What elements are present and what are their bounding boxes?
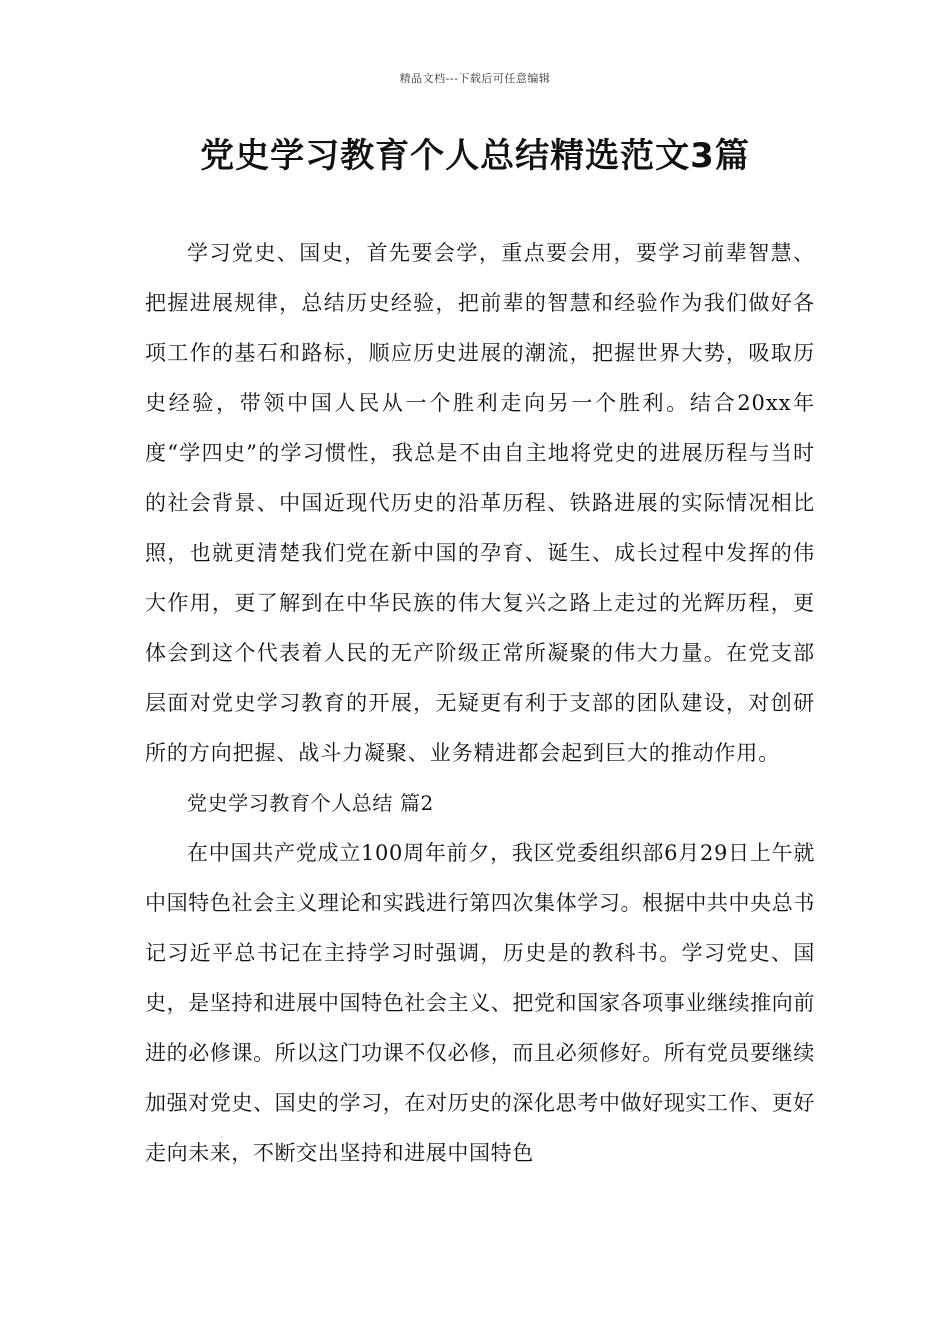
header-note: 精品文档---下载后可任意编辑 xyxy=(399,72,551,85)
document-body xyxy=(145,228,815,1178)
paragraph-2: 在中国共产党成立100周年前夕，我区党委组织部6月29日上午就中国特色社会主义理论和实践进行第四次集体学习。根据中共中央总书记习近平总书记在主持学习时强调，历史是的教科书。学习党史、国史，是坚持和进展中国特色社会主义、把党和国家各项事业继续推向前进的必修课。所以这门功课不仅必修，而且必须修好。所有党员要继续加强对党史、国史的学习，在对历史的深化思考中做好现实工作、更好走向未来，不断交出坚持和进展中国特色 xyxy=(145,841,815,1165)
paragraph-1: 学习党史、国史，首先要会学，重点要会用，要学习前辈智慧、把握进展规律，总结历史经验，把前辈的智慧和经验作为我们做好各项工作的基石和路标，顺应历史进展的潮流，把握世界大势，吸取历史经验，带领中国人民从一个胜利走向另一个胜利。结合20xx年度“学四史”的学习惯性，我总是不由自主地将党史的进展历程与当时的社会背景、中国近现代历史的沿革历程、铁路进展的实际情况相比照，也就更清楚我们党在新中国的孕育、诞生、成长过程中发挥的伟大作用，更了解到在中华民族的伟大复兴之路上走过的光辉历程，更体会到这个代表着人民的无产阶级正常所凝聚的伟大力量。在党支部层面对党史学习教育的开展，无疑更有利于支部的团队建设，对创研所的方向把握、战斗力凝聚、业务精进都会起到巨大的推动作用。 xyxy=(145,241,815,765)
section-2-heading: 党史学习教育个人总结 篇2 xyxy=(187,791,434,815)
document-title: 党史学习教育个人总结精选范文3篇 xyxy=(200,136,750,176)
